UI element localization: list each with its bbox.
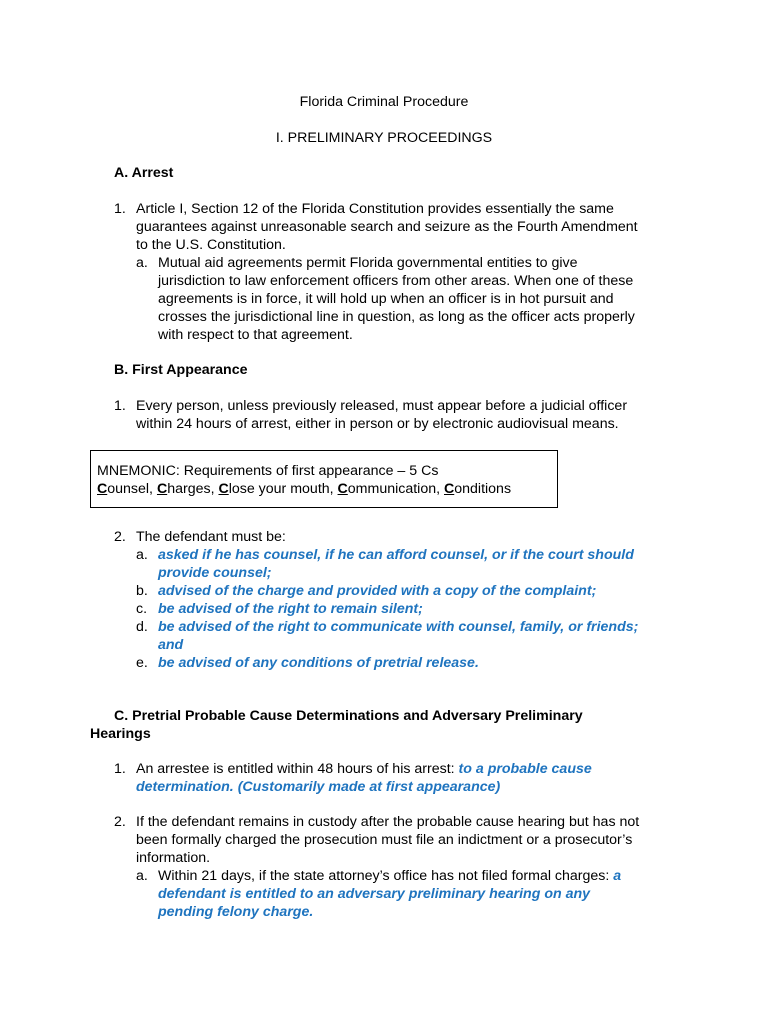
within-21-days-plain: Within 21 days, if the state attorney’s office has not filed formal charges: [158,868,614,884]
list-number: 2. [114,529,126,545]
mnemonic-word-rest: ounsel, [107,481,157,497]
mnemonic-word-rest: onditions [454,481,512,497]
list-number: 1. [114,761,126,777]
custody-line: information. [136,850,211,866]
first-appearance-item-1-line: Every person, unless previously released, must appear before a judicial officer [136,398,628,414]
custody-line: If the defendant remains in custody after the probable cause hearing but has not [136,814,640,830]
requirement-line: and [158,637,184,653]
requirement-line: be advised of the right to remain silent; [158,601,423,617]
within-21-days-line [158,867,621,885]
sub-label: a. [136,255,148,271]
mnemonic-word-rest: lose your mouth, [228,481,338,497]
mnemonic-word-rest: harges, [167,481,219,497]
arrest-sub-a-line: with respect to that agreement. [158,327,353,343]
arrestee-plain-text: An arrestee is entitled within 48 hours of his arrest: [136,761,459,777]
arrestee-answer-cont: determination. (Customarily made at first appearance) [136,779,501,795]
heading-probable-cause-cont: Hearings [90,726,151,742]
requirement-line: be advised of any conditions of pretrial release. [158,655,479,671]
section-title: I. PRELIMINARY PROCEEDINGS [275,130,493,146]
heading-arrest: A. Arrest [114,165,174,181]
mnemonic-title: MNEMONIC: Requirements of first appearance – 5 Cs [97,463,439,479]
sub-label: e. [136,655,148,671]
custody-line: been formally charged the prosecution must file an indictment or a prosecutor’s [136,832,633,848]
document-title: Florida Criminal Procedure [299,94,469,110]
sub-label: a. [136,547,148,563]
arrestee-answer: to a probable cause [458,761,592,777]
arrest-item-1-line: Article I, Section 12 of the Florida Constitution provides essentially the same [136,201,614,217]
sub-label: a. [136,868,148,884]
requirement-line: be advised of the right to communicate with counsel, family, or friends; [158,619,639,635]
mnemonic-initial: C [156,481,168,497]
mnemonic-initial: C [337,481,348,497]
heading-probable-cause: C. Pretrial Probable Cause Determinations and Adversary Preliminary [114,708,583,724]
arrest-item-1-line: guarantees against unreasonable search and seizure as the Fourth Amendment [136,219,638,235]
sub-label: b. [136,583,148,599]
heading-first-appearance: B. First Appearance [114,362,248,378]
sub-label: c. [136,601,148,617]
requirement-line: advised of the charge and provided with a copy of the complaint; [158,583,597,599]
arrest-sub-a-line: jurisdiction to law enforcement officers from other areas. When one of these [158,273,634,289]
arrestee-entitled-line [136,760,592,778]
arrest-item-1-line: to the U.S. Constitution. [136,237,286,253]
mnemonic-initial: C [97,481,108,497]
mnemonic-initial: C [218,481,229,497]
defendant-must-be: The defendant must be: [136,529,286,545]
list-number: 1. [114,201,126,217]
arrest-sub-a-line: agreements is in force, it will hold up when an officer is in hot pursuit and [158,291,614,307]
requirement-line: asked if he has counsel, if he can afford counsel, or if the court should [158,547,634,563]
mnemonic-word-rest: ommunication, [347,481,444,497]
within-21-days-answer: a [613,868,622,884]
within-21-days-answer-cont: pending felony charge. [158,904,314,920]
mnemonic-words [97,480,511,498]
first-appearance-item-1-line: within 24 hours of arrest, either in person or by electronic audiovisual means. [136,416,619,432]
list-number: 1. [114,398,126,414]
arrest-sub-a-line: Mutual aid agreements permit Florida governmental entities to give [158,255,578,271]
mnemonic-initial: C [444,481,455,497]
mnemonic-box [90,450,558,508]
arrest-sub-a-line: crosses the jurisdictional line in question, as long as the officer acts properly [158,309,635,325]
list-number: 2. [114,814,126,830]
sub-label: d. [136,619,148,635]
within-21-days-answer-cont: defendant is entitled to an adversary preliminary hearing on any [158,886,591,902]
requirement-line: provide counsel; [158,565,272,581]
